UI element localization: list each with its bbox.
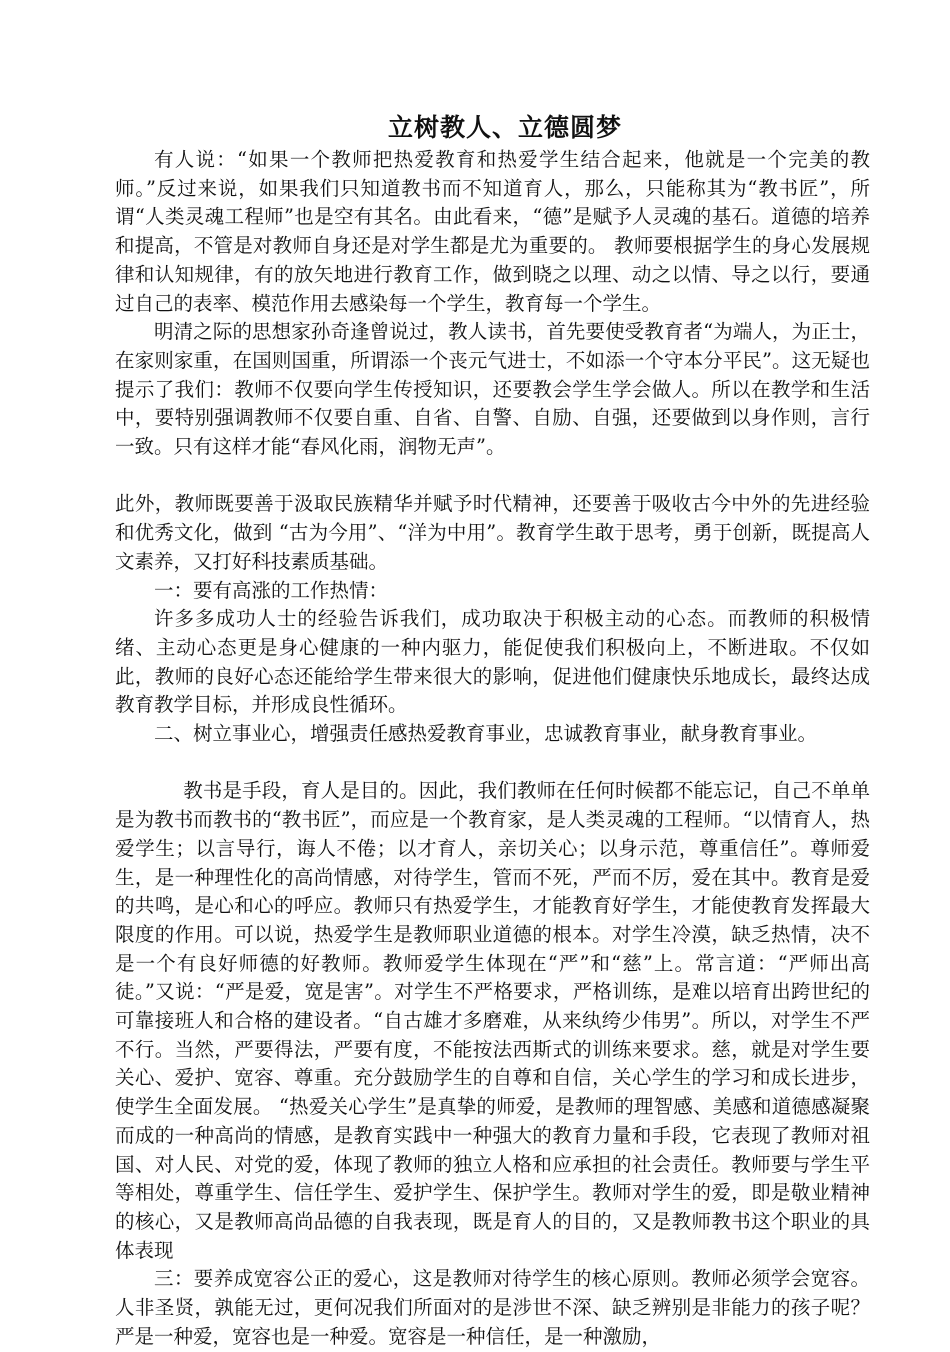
blank-line (115, 462, 870, 491)
paragraph-4: 许多多成功人士的经验告诉我们，成功取决于积极主动的心态。而教师的积极情绪、主动心态更是身心健康的一种内驱力，能促使我们积极向上，不断进取。不仅如此，教师的良好心态还能给学生带来很大的影响，促进他们健康快乐地成长，最终达成教育教学目标，并形成良性循环。 (115, 607, 870, 717)
blank-line (115, 749, 870, 778)
paragraph-3: 此外，教师既要善于汲取民族精华并赋予时代精神，还要善于吸收古今中外的先进经验和优秀文化，做到 “古为今用”、“洋为中用”。教育学生敢于思考，勇于创新，既提高人文素养，又打好科技素质基础。 (115, 492, 870, 573)
paragraph-2: 明清之际的思想家孙奇逢曾说过，教人读书，首先要使受教育者“为端人，为正士，在家则家重，在国则国重，所谓添一个丧元气进士，不如添一个守本分平民”。这无疑也提示了我们：教师不仅要向学生传授知识，还要教会学生学会做人。所以在教学和生活中，要特别强调教师不仅要自重、自省、自警、自励、自强，还要做到以身作则，言行一致。只有这样才能“春风化雨，润物无声”。 (115, 320, 870, 459)
document-title: 立树教人、立德圆梦 (387, 113, 622, 142)
section-heading-3: 三：要养成宽容公正的爱心，这是教师对待学生的核心原则。教师必须学会宽容。人非圣贤，孰能无过，更何况我们所面对的是涉世不深、缺乏辨别是非能力的孩子呢？严是一种爱，宽容也是一种爱。宽容是一种信任，是一种激励， (115, 1267, 870, 1348)
document-body (115, 146, 870, 1352)
section-heading-2: 二、树立事业心，增强责任感热爱教育事业，忠诚教育事业，献身教育事业。 (154, 722, 818, 746)
paragraph-5: 教书是手段，育人是目的。因此，我们教师在任何时候都不能忘记，自己不单单是为教书而教书的“教书匠”，而应是一个教育家，是人类灵魂的工程师。“以情育人，热爱学生；以言导行，诲人不倦；以才育人，亲切关心；以身示范，尊重信任”。尊师爱生，是一种理性化的高尚情感，对待学生，管而不死，严而不厉，爱在其中。教育是爱的共鸣，是心和心的呼应。教师只有热爱学生，才能教育好学生，才能使教育发挥最大限度的作用。可以说，热爱学生是教师职业道德的根本。对学生冷漠，缺乏热情，决不是一个有良好师德的好教师。教师爱学生体现在“严”和“慈”上。常言道：“严师出高徒。”又说：“严是爱，宽是害”。对学生不严格要求，严格训练，是难以培育出跨世纪的可靠接班人和合格的建设者。“自古雄才多磨难，从来纨绔少伟男”。所以，对学生不严不行。当然，严要得法，严要有度，不能按法西斯式的训练来要求。慈，就是对学生要关心、爱护、宽容、尊重。充分鼓励学生的自尊和自信，关心学生的学习和成长进步，使学生全面发展。 “热爱关心学生”是真挚的师爱，是教师的理智感、美感和道德感凝聚而成的一种高尚的情感，是教育实践中一种强大的教育力量和手段，它表现了教师对祖国、对人民、对党的爱，体现了教师的独立人格和应承担的社会责任。教师要与学生平等相处，尊重学生、信任学生、爱护学生、保护学生。教师对学生的爱，即是敬业精神的核心，又是教师高尚品德的自我表现，既是育人的目的，又是教师教书这个职业的具体表现 (115, 779, 870, 1262)
paragraph-1: 有人说：“如果一个教师把热爱教育和热爱学生结合起来，他就是一个完美的教师。”反过来说，如果我们只知道教书而不知道育人，那么，只能称其为“教书匠”，所谓“人类灵魂工程师”也是空有其名。由此看来，“德”是赋予人灵魂的基石。道德的培养和提高，不管是对教师自身还是对学生都是尤为重要的。 教师要根据学生的身心发展规律和认知规律，有的放矢地进行教育工作，做到晓之以理、动之以情、导之以行，要通过自己的表率、模范作用去感染每一个学生，教育每一个学生。 (115, 148, 870, 315)
section-heading-1: 一：要有高涨的工作热情： (154, 578, 389, 602)
